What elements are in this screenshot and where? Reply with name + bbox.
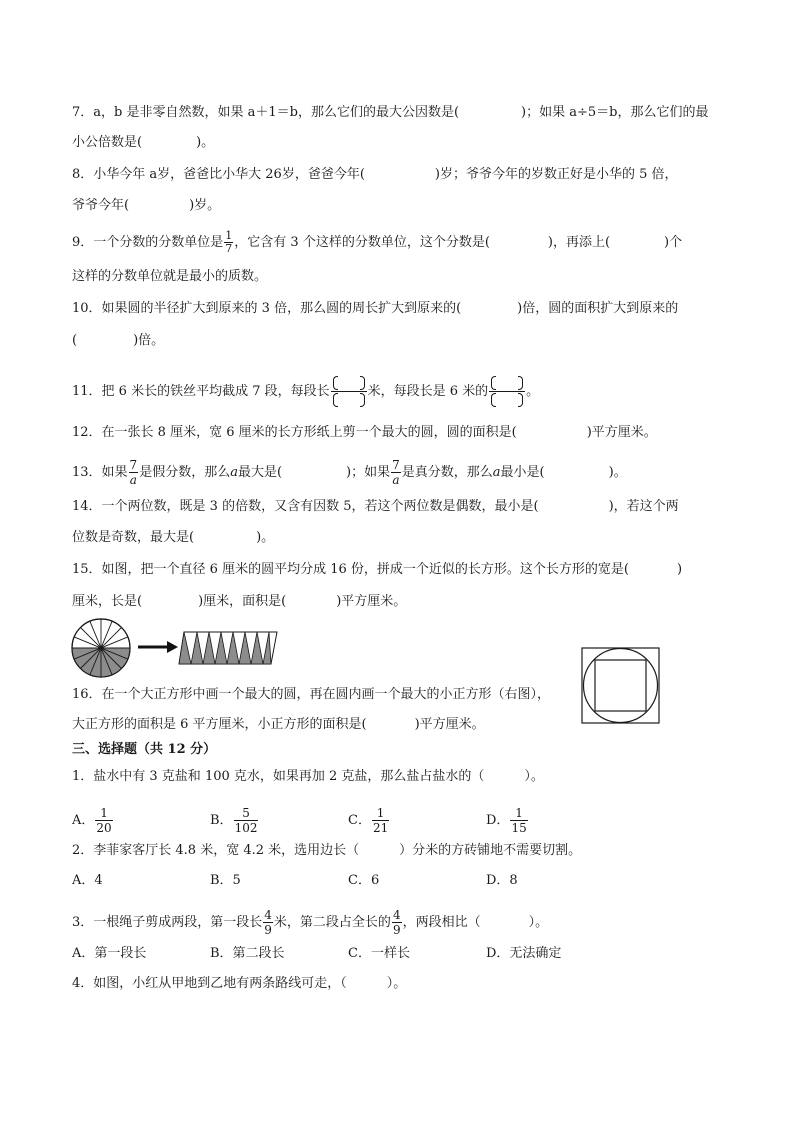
mc3-text: 米，第二段占全长的 bbox=[273, 915, 391, 930]
denominator-blank[interactable] bbox=[333, 393, 365, 407]
q14-text: )。 bbox=[256, 530, 275, 545]
q8-text: )岁；爷爷今年的岁数正好是小华的 5 倍， bbox=[434, 167, 678, 182]
fraction bbox=[263, 908, 273, 937]
q9-text: 9．一个分数的分数单位是 bbox=[72, 235, 224, 250]
q7-text: )；如果 a÷5＝b，那么它们的最 bbox=[521, 105, 709, 120]
question-9-line-1 bbox=[72, 230, 682, 255]
option-d[interactable] bbox=[486, 806, 529, 835]
question-14-line-2 bbox=[72, 529, 274, 547]
q11-text: 。 bbox=[526, 384, 540, 399]
q15-text: ) bbox=[676, 562, 683, 577]
mc2-text: 2．李菲家客厅长 4.8 米，宽 4.2 米，选用边长（ bbox=[72, 843, 360, 858]
q15-text: )平方厘米。 bbox=[336, 594, 407, 609]
question-7-line-2 bbox=[72, 134, 214, 152]
question-15-line-2 bbox=[72, 593, 406, 611]
q15-text: 15．如图，把一个直径 6 厘米的圆平均分成 16 份，拼成一个近似的长方形。这个长方形的宽是( bbox=[72, 562, 629, 577]
q11-text: 11．把 6 米长的铁丝平均截成 7 段，每段长 bbox=[72, 384, 330, 399]
fraction-denominator: 9 bbox=[264, 923, 272, 937]
square-circle-square-figure bbox=[581, 647, 661, 725]
q10-text: )倍，圆的面积扩大到原来的 bbox=[517, 301, 679, 316]
circle-sectors-figure bbox=[70, 617, 132, 679]
q15-text: )厘米，面积是( bbox=[198, 594, 287, 609]
variable-a: a bbox=[230, 465, 238, 480]
fraction-numerator: 1 bbox=[515, 806, 523, 820]
q8-text: 爷爷今年( bbox=[72, 198, 130, 213]
numerator-blank[interactable] bbox=[333, 376, 365, 390]
q11-text: 米，每段长是 6 米的 bbox=[367, 384, 489, 399]
question-7-line-1 bbox=[72, 104, 708, 122]
fraction-bar bbox=[489, 391, 525, 392]
option-a[interactable] bbox=[72, 806, 114, 835]
fraction-numerator: 7 bbox=[392, 458, 400, 472]
question-10-line-2 bbox=[72, 332, 164, 350]
question-11 bbox=[72, 376, 539, 407]
fraction-numerator: 4 bbox=[264, 908, 272, 922]
option-d[interactable]: D．8 bbox=[486, 873, 518, 888]
q16-text: )平方厘米。 bbox=[414, 717, 485, 732]
option-fraction bbox=[372, 806, 389, 835]
mc2-text: ）分米的方砖铺地不需要切割。 bbox=[399, 843, 582, 858]
fraction bbox=[224, 230, 233, 255]
q13-text: 是真分数，那么 bbox=[401, 465, 493, 480]
option-c[interactable] bbox=[348, 806, 390, 835]
mc4-text: ）。 bbox=[386, 976, 407, 991]
q13-text: )。 bbox=[608, 465, 627, 480]
fraction-numerator: 1 bbox=[376, 806, 385, 820]
option-fraction bbox=[510, 806, 527, 835]
fraction-numerator: 1 bbox=[225, 229, 233, 242]
q12-text: 12．在一张长 8 厘米，宽 6 厘米的长方形纸上剪一个最大的圆，圆的面积是( bbox=[72, 425, 517, 440]
choice-question-3 bbox=[72, 908, 548, 937]
q7-text: 小公倍数是( bbox=[72, 135, 143, 150]
q13-text: 最小是( bbox=[500, 465, 545, 480]
mc3-text: ）。 bbox=[528, 915, 549, 930]
option-a[interactable]: A．4 bbox=[72, 873, 103, 888]
choice-question-2 bbox=[72, 842, 581, 860]
question-16-line-2 bbox=[72, 716, 485, 734]
fraction-denominator: 7 bbox=[225, 242, 233, 255]
q8-text: 8．小华今年 a岁，爸爸比小华大 26岁，爸爸今年( bbox=[72, 167, 365, 182]
q13-text: 是假分数，那么 bbox=[139, 465, 231, 480]
fraction bbox=[392, 908, 402, 937]
approx-rectangle-figure bbox=[178, 630, 278, 666]
mc4-text: 4．如图，小红从甲地到乙地有两条路线可走，（ bbox=[72, 976, 347, 991]
option-c[interactable]: C．6 bbox=[348, 873, 380, 888]
mc1-text: 1．盐水中有 3 克盐和 100 克水，如果再加 2 克盐，那么盐占盐水的（ bbox=[72, 769, 485, 784]
q13-text: )；如果 bbox=[346, 465, 391, 480]
mc3-text: 3．一根绳子剪成两段，第一段长 bbox=[72, 915, 263, 930]
question-12 bbox=[72, 424, 657, 442]
q14-text: )，若这个两 bbox=[608, 499, 679, 514]
right-arrow-icon bbox=[137, 640, 179, 654]
q7-text: )。 bbox=[196, 135, 215, 150]
mc1-text: ）。 bbox=[524, 769, 544, 784]
question-8-line-1 bbox=[72, 166, 678, 184]
option-letter: C． bbox=[348, 813, 371, 828]
option-b[interactable]: B．第二段长 bbox=[210, 946, 285, 961]
fraction-numerator: 1 bbox=[100, 806, 108, 820]
option-d[interactable]: D．无法确定 bbox=[486, 946, 562, 961]
q16-text: 大正方形的面积是 6 平方厘米，小正方形的面积是( bbox=[72, 717, 367, 732]
option-letter: A． bbox=[72, 813, 95, 828]
fraction-denominator: 15 bbox=[511, 821, 527, 835]
mc3-text: ，两段相比（ bbox=[402, 915, 481, 930]
q14-text: 位数是奇数，最大是( bbox=[72, 530, 195, 545]
variable-a: a bbox=[492, 465, 501, 480]
section-heading: 三、选择题（共 12 分） bbox=[72, 742, 217, 757]
fraction-denominator: 9 bbox=[392, 923, 401, 937]
outer-square bbox=[582, 648, 659, 723]
q13-text: 最大是( bbox=[237, 465, 283, 480]
q12-text: )平方厘米。 bbox=[586, 425, 657, 440]
fraction bbox=[129, 458, 139, 487]
fraction-numerator: 4 bbox=[392, 908, 401, 922]
q15-text: 厘米，长是( bbox=[72, 594, 143, 609]
fraction-denominator: a bbox=[129, 473, 137, 487]
denominator-blank[interactable] bbox=[491, 393, 523, 407]
q8-text: )岁。 bbox=[189, 198, 221, 213]
option-b[interactable]: B．5 bbox=[210, 873, 241, 888]
option-c[interactable]: C．一样长 bbox=[348, 946, 410, 961]
option-b[interactable] bbox=[210, 806, 259, 835]
numerator-blank[interactable] bbox=[491, 376, 523, 390]
question-16-line-1: 16．在一个大正方形中画一个最大的圆，再在圆内画一个最大的小正方形（右图）， bbox=[72, 687, 551, 702]
fraction-numerator: 7 bbox=[129, 458, 138, 472]
question-10-line-1 bbox=[72, 300, 678, 318]
option-letter: B． bbox=[210, 813, 233, 828]
choice-question-1 bbox=[72, 768, 544, 786]
q14-text: 14．一个两位数，既是 3 的倍数，又含有因数 5，若这个两位数是偶数，最小是( bbox=[72, 499, 539, 514]
option-letter: D． bbox=[486, 813, 510, 828]
option-a[interactable]: A．第一段长 bbox=[72, 946, 147, 961]
question-8-line-2 bbox=[72, 197, 220, 215]
fraction-denominator: a bbox=[392, 473, 400, 487]
q10-text: )倍。 bbox=[133, 333, 165, 348]
option-fraction bbox=[95, 806, 112, 835]
q10-text: 10．如果圆的半径扩大到原来的 3 倍，那么圆的周长扩大到原来的( bbox=[72, 301, 462, 316]
question-15-line-1 bbox=[72, 561, 682, 579]
choice-question-4 bbox=[72, 975, 406, 993]
q10-text: ( bbox=[72, 333, 78, 348]
q9-text: ，它含有 3 个这样的分数单位，这个分数是( bbox=[234, 235, 490, 250]
fraction-denominator: 20 bbox=[96, 821, 112, 835]
fraction-numerator: 5 bbox=[242, 806, 250, 820]
fraction-denominator: 21 bbox=[372, 821, 389, 835]
option-fraction bbox=[234, 806, 259, 835]
question-14-line-1 bbox=[72, 498, 679, 516]
question-9-line-2: 这样的分数单位就是最小的质数。 bbox=[72, 269, 268, 284]
q13-text: 13．如果 bbox=[72, 465, 128, 480]
fraction-denominator: 102 bbox=[234, 821, 258, 835]
fraction-bar bbox=[331, 391, 367, 392]
fraction-blank[interactable] bbox=[331, 376, 367, 407]
fraction-blank[interactable] bbox=[489, 376, 525, 407]
q9-text: )个 bbox=[664, 235, 683, 250]
q9-text: )，再添上( bbox=[547, 235, 611, 250]
question-13 bbox=[72, 458, 627, 487]
q7-text: 7．a，b 是非零自然数，如果 a＋1＝b，那么它们的最大公因数是( bbox=[72, 105, 460, 120]
fraction bbox=[391, 458, 401, 487]
